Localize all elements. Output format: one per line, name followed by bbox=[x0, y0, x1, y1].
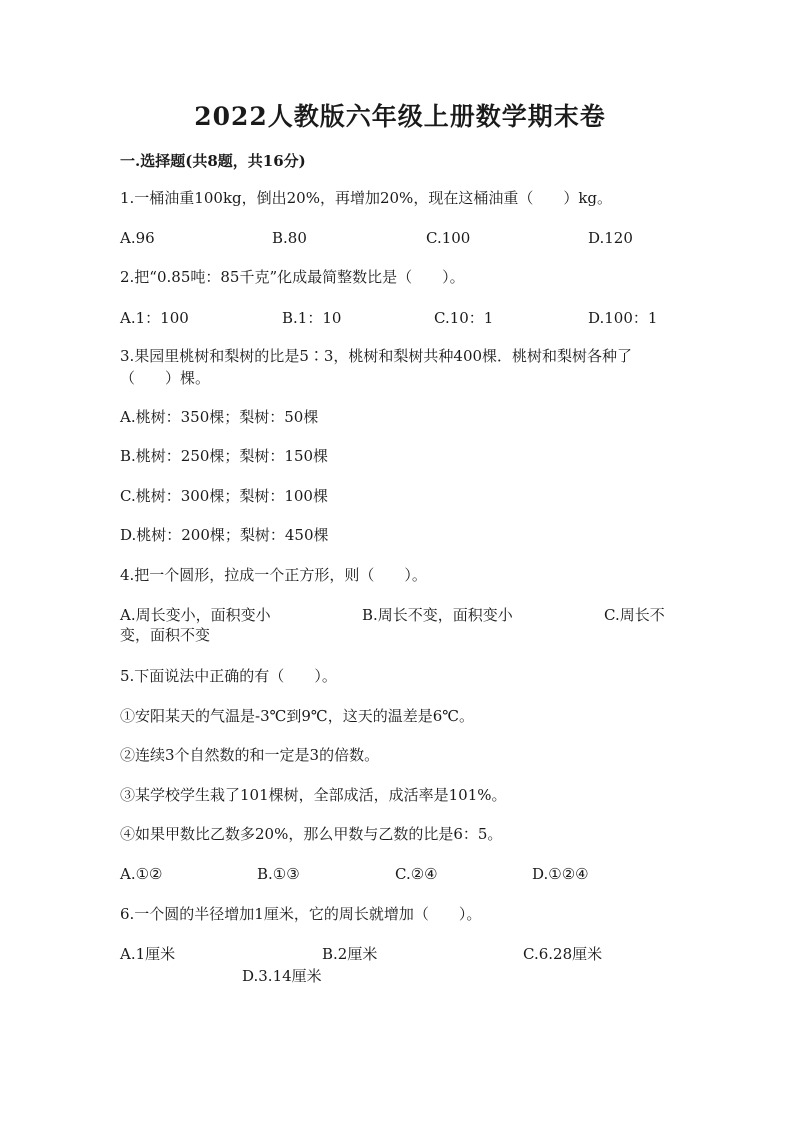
question-6-option-c: C.6.28厘米 bbox=[523, 945, 603, 963]
page-title: 2022人教版六年级上册数学期末卷 bbox=[194, 102, 606, 131]
question-3-stem: 3.果园里桃树和梨树的比是5∶3，桃树和梨树共种400棵．桃树和梨树各种了 bbox=[120, 347, 633, 365]
section-heading: 一.选择题(共8题，共16分) bbox=[120, 152, 306, 170]
question-6-option-b: B.2厘米 bbox=[322, 945, 378, 963]
question-2-option-c: C.10：1 bbox=[434, 309, 494, 327]
question-4-option-c-continued: 变，面积不变 bbox=[120, 626, 211, 644]
question-2-option-d: D.100：1 bbox=[588, 309, 658, 327]
question-5-statement-3: ③某学校学生栽了101棵树，全部成活，成活率是101%。 bbox=[120, 786, 507, 804]
question-6-stem: 6.一个圆的半径增加1厘米，它的周长就增加（ ）。 bbox=[120, 905, 482, 923]
question-4-option-c: C.周长不 bbox=[604, 606, 665, 624]
question-5-option-c: C.②④ bbox=[395, 865, 438, 883]
question-3-option-c: C.桃树：300棵；梨树：100棵 bbox=[120, 487, 328, 505]
question-2-stem: 2.把“0.85吨：85千克”化成最简整数比是（ ）。 bbox=[120, 268, 465, 286]
question-1-stem: 1.一桶油重100kg，倒出20%，再增加20%，现在这桶油重（ ）kg。 bbox=[120, 189, 613, 207]
question-4-stem: 4.把一个圆形，拉成一个正方形，则（ ）。 bbox=[120, 566, 427, 584]
question-5-stem: 5.下面说法中正确的有（ ）。 bbox=[120, 667, 337, 685]
question-1-option-c: C.100 bbox=[426, 229, 471, 247]
question-2-option-b: B.1：10 bbox=[282, 309, 342, 327]
question-1-option-d: D.120 bbox=[588, 229, 633, 247]
question-3-option-b: B.桃树：250棵；梨树：150棵 bbox=[120, 447, 329, 465]
question-5-statement-2: ②连续3个自然数的和一定是3的倍数。 bbox=[120, 746, 380, 764]
question-5-option-b: B.①③ bbox=[257, 865, 300, 883]
question-5-statement-1: ①安阳某天的气温是-3℃到9℃，这天的温差是6℃。 bbox=[120, 707, 475, 725]
question-3-option-d: D.桃树：200棵；梨树：450棵 bbox=[120, 526, 329, 544]
question-6-option-d: D.3.14厘米 bbox=[242, 967, 322, 985]
question-3-option-a: A.桃树：350棵；梨树：50棵 bbox=[120, 408, 319, 426]
question-5-statement-4: ④如果甲数比乙数多20%，那么甲数与乙数的比是6：5。 bbox=[120, 825, 503, 843]
question-1-option-b: B.80 bbox=[272, 229, 307, 247]
question-2-option-a: A.1：100 bbox=[120, 309, 189, 327]
question-6-option-a: A.1厘米 bbox=[120, 945, 176, 963]
question-5-option-a: A.①② bbox=[120, 865, 163, 883]
question-4-option-a: A.周长变小，面积变小 bbox=[120, 606, 271, 624]
question-3-stem-continued: （ ）棵。 bbox=[120, 369, 211, 387]
question-4-option-b: B.周长不变，面积变小 bbox=[362, 606, 513, 624]
question-5-option-d: D.①②④ bbox=[532, 865, 589, 883]
question-1-option-a: A.96 bbox=[120, 229, 155, 247]
